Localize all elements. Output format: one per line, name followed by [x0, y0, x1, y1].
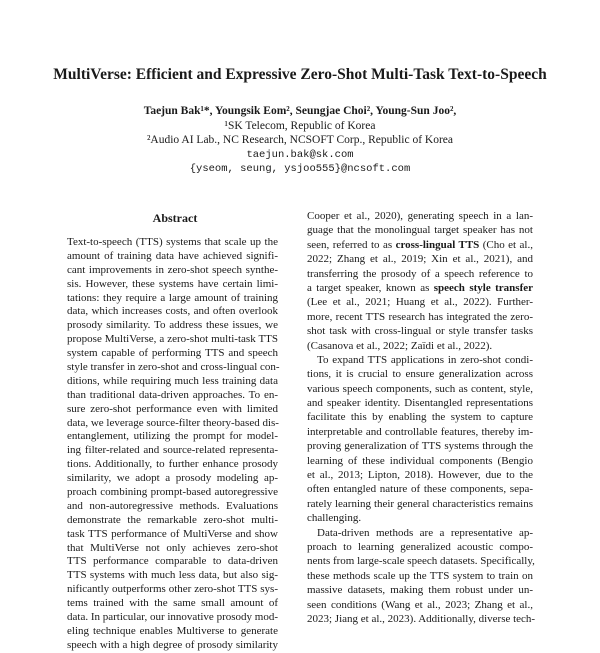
body-line: 2023; Jiang et al., 2023). Additionally, diverse tech- — [307, 612, 536, 625]
body-line: and speaker identity. Disentangled representations — [307, 397, 533, 410]
abstract-line: sis. However, these systems have certain limi- — [67, 277, 278, 290]
bold-term: speech style transfer — [433, 281, 533, 294]
abstract-line: propose MultiVerse, a zero-shot multi-task TTS — [67, 333, 278, 346]
body-line: more, recent TTS research has integrated the zero- — [307, 310, 533, 323]
abstract-line: similarity, we adopt a prosody modeling ap- — [67, 472, 278, 485]
body-line: proach to learning generalized acoustic compo- — [307, 540, 533, 553]
abstract-line: tions. Additionally, to further enhance prosody — [67, 458, 278, 471]
body-line: interpretable and controllable features, thereby im- — [307, 425, 533, 438]
abstract-line: speech with a high degree of prosody similarity — [67, 638, 278, 651]
body-line: tions, it is crucial to ensure generalization across — [307, 368, 533, 381]
abstract-line: style transfer in zero-shot and cross-lingual con- — [67, 361, 280, 374]
body-line: massive datasets, making them robust under un- — [307, 584, 533, 597]
body-line: facilitate this by enabling the system to capture — [307, 411, 533, 424]
abstract-line: TTS performance comparable to data-driven — [67, 555, 278, 568]
abstract-line: tems trained with the same small amount of — [67, 597, 278, 610]
body-line: learning of these individual components (Bengio — [307, 454, 533, 467]
abstract-heading: Abstract — [152, 211, 198, 225]
abstract-line: amount of training data have achieved signifi- — [67, 249, 278, 262]
abstract-line: entanglement, utilizing the prompt for model- — [67, 430, 278, 443]
abstract-line: and non-autoregressive methods. Evaluations — [67, 499, 278, 512]
body-line: guage that the monolingual target speaker has not — [307, 224, 533, 237]
body-line: Cooper et al., 2020), generating speech in a lan- — [307, 210, 533, 222]
abstract-line: sure zero-shot performance even with limited — [67, 402, 278, 415]
body-line: a target speaker, known as speech style transfer — [307, 281, 533, 294]
body-line: rately learning their general characteristics remains — [307, 497, 533, 510]
body-line: To expand TTS applications in zero-shot condi- — [317, 353, 533, 366]
abstract-line: system capable of performing TTS and speech — [67, 347, 278, 360]
body-line: transferring the prosody of a speech reference to — [307, 267, 533, 280]
email-1: taejun.bak@sk.com — [246, 149, 354, 161]
body-line: various speech components, such as content, style, — [307, 382, 533, 395]
abstract-line: TTS systems with much less data, but also sig- — [67, 569, 278, 582]
affiliation-1: ¹SK Telecom, Republic of Korea — [224, 120, 376, 132]
body-line: challenging. — [307, 512, 362, 525]
abstract-line: nificantly outperforms other zero-shot TTS sys- — [67, 583, 278, 596]
abstract-line: Text-to-speech (TTS) systems that scale up the — [67, 236, 278, 248]
body-line: seen, referred to as cross-lingual TTS (Cho et al., — [307, 238, 533, 251]
abstract-body — [67, 236, 278, 653]
abstract-line: task TTS performance of MultiVerse and show — [67, 527, 278, 540]
body-line: (Casanova et al., 2022; Zaïdi et al., 2022). — [307, 339, 493, 352]
abstract-line: data, which increases costs, and often overlook — [67, 305, 278, 318]
abstract-line: ing filter-related and source-related representa- — [67, 444, 278, 457]
body-line: shot task with cross-lingual or style transfer tasks — [307, 325, 533, 338]
author-list: Taejun Bak¹*, Youngsik Eom², Seungjae Choi², Young-Sun Joo², — [143, 105, 457, 117]
body-line: (Lee et al., 2021; Huang et al., 2022). Further- — [307, 296, 533, 309]
introduction-body — [307, 209, 536, 626]
email-2: {yseom, seung, ysjoo555}@ncsoft.com — [189, 163, 411, 175]
abstract-line: cant improvements in zero-shot speech synthe- — [67, 263, 278, 276]
abstract-line: prosody similarity. To address these issues, we — [67, 319, 278, 332]
body-line: often entangled nature of these components, sepa- — [307, 483, 533, 496]
affiliation-2: ²Audio AI Lab., NC Research, NCSOFT Corp., Republic of Korea — [146, 134, 454, 146]
body-line: 2022; Zhang et al., 2019; Xin et al., 2021), and — [307, 253, 533, 266]
abstract-line: proach combining prompt-based autoregressive — [67, 486, 278, 499]
abstract-line: than traditional data-driven approaches. To en- — [67, 388, 278, 401]
abstract-line: tations: they require a large amount of training — [67, 291, 278, 304]
body-line: these methods scale up the TTS system to train on — [307, 569, 533, 582]
abstract-line: ditions, while requiring much less training data — [67, 374, 278, 387]
body-line: nents from large-scale speech datasets. Specifically, — [307, 555, 535, 568]
bold-term: cross-lingual TTS — [395, 238, 480, 251]
abstract-line: data, we leverage source-filter theory-based dis- — [67, 416, 279, 429]
abstract-line: eling technique enables Multiverse to generate — [67, 624, 278, 637]
abstract-line: demonstrate the remarkable zero-shot multi- — [67, 513, 278, 526]
body-line: Data-driven methods are a representative ap- — [317, 526, 533, 539]
body-line: proving generalization of TTS systems through the — [307, 440, 533, 453]
abstract-line: data. In particular, our innovative prosody mod- — [67, 611, 278, 624]
abstract-line: that MultiVerse not only achieves zero-shot — [67, 541, 278, 554]
paper-title: MultiVerse: Efficient and Expressive Zero-Shot Multi-Task Text-to-Speech — [53, 66, 547, 83]
body-line: et al., 2013; Lipton, 2018). However, due to the — [307, 469, 533, 482]
body-line: seen conditions (Wang et al., 2023; Zhang et al., — [307, 598, 533, 611]
